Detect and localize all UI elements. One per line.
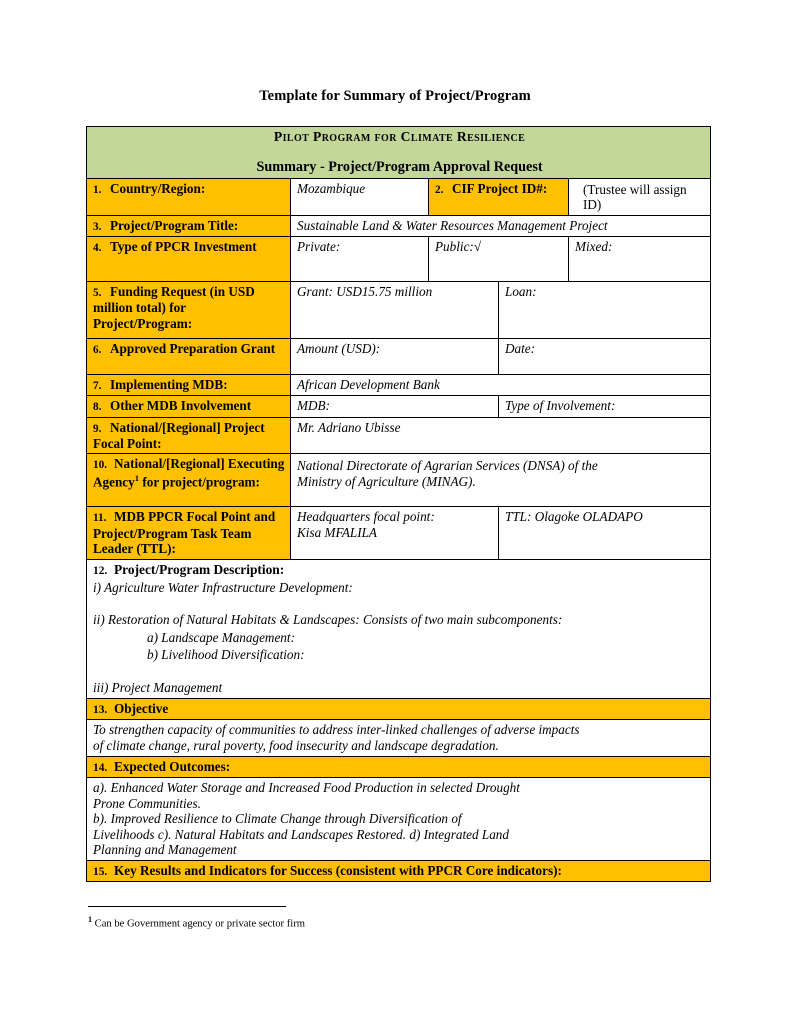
outcome-line5: Planning and Management (93, 842, 237, 858)
table-row-objective-header (87, 698, 711, 719)
value-implementing-mdb[interactable]: African Development Bank (291, 375, 711, 396)
table-row-executing-agency (87, 454, 711, 507)
label-text-investment-type: Type of PPCR Investment (110, 239, 257, 255)
footnote (88, 915, 648, 931)
table-row-preparation-grant (87, 339, 711, 375)
label-cif-project-id (429, 178, 569, 215)
label-text-implementing-mdb: Implementing MDB: (110, 377, 228, 393)
table-row-funding-request (87, 282, 711, 339)
value-investment-mixed[interactable]: Mixed: (569, 237, 711, 282)
value-ttl[interactable]: TTL: Olagoke OLADAPO (499, 507, 711, 560)
row-number-7: 7. (93, 380, 102, 393)
section-header-text-objective: Objective (114, 700, 169, 716)
section-header-text-expected-outcomes: Expected Outcomes: (114, 758, 231, 774)
table-row-other-mdb (87, 396, 711, 417)
investment-public-label: Public: (435, 239, 474, 255)
value-preparation-date[interactable]: Date: (499, 339, 711, 375)
cell-objective-body (87, 720, 711, 756)
label-text-cif-project-id: CIF Project ID#: (452, 180, 548, 196)
label-executing-agency (87, 454, 291, 507)
description-item-ii: ii) Restoration of Natural Habitats & Landscapes: Consists of two main subcomponents: (93, 612, 563, 628)
label-text-mdb-focal-point: MDB PPCR Focal Point and Project/Program Task Team Leader (TTL): (93, 509, 276, 557)
label-text-project-focal-point: National/[Regional] Project Focal Point: (93, 419, 265, 451)
value-other-mdb-type[interactable]: Type of Involvement: (499, 396, 711, 417)
table-row-investment-type (87, 237, 711, 282)
value-project-focal-point[interactable]: Mr. Adriano Ubisse (291, 417, 711, 454)
row-number-14: 14. (93, 761, 108, 774)
table-row-key-results-header (87, 860, 711, 881)
objective-line1: To strengthen capacity of communities to address inter-linked challenges of adverse impacts (93, 722, 580, 738)
banner-cell (87, 127, 711, 179)
banner-subtitle: Summary - Project/Program Approval Request (256, 159, 543, 176)
row-number-5: 5. (93, 287, 102, 300)
row-number-8: 8. (93, 401, 102, 414)
row-number-3: 3. (93, 220, 102, 233)
label-mdb-focal-point (87, 507, 291, 560)
value-other-mdb-name[interactable]: MDB: (291, 396, 499, 417)
table-row-project-focal-point (87, 417, 711, 454)
outcome-line2: Prone Communities. (93, 795, 201, 811)
value-executing-agency[interactable] (291, 454, 711, 507)
section-header-key-results (87, 860, 711, 881)
row-number-12: 12. (93, 565, 108, 578)
footnote-number: 1 (88, 915, 92, 924)
objective-line2: of climate change, rural poverty, food insecurity and landscape degradation. (93, 737, 499, 753)
outcome-line3: b). Improved Resilience to Climate Change through Diversification of (93, 811, 462, 827)
description-item-ii-a: a) Landscape Management: (147, 629, 295, 645)
summary-table (86, 126, 711, 882)
label-text-executing-agency: National/[Regional] Executing Agency (93, 456, 285, 489)
hq-focal-point-line2: Kisa MFALILA (297, 524, 377, 540)
outcome-line4: Livelihoods c). Natural Habitats and Landscapes Restored. d) Integrated Land (93, 826, 509, 842)
heading-text-project-description: Project/Program Description: (114, 562, 285, 578)
label-funding-request (87, 282, 291, 339)
hq-focal-point-line1: Headquarters focal point: (297, 509, 435, 525)
description-item-iii: iii) Project Management (93, 679, 223, 695)
row-number-15: 15. (93, 865, 108, 878)
table-row-mdb-focal-point (87, 507, 711, 560)
table-row-project-title (87, 215, 711, 236)
label-project-focal-point (87, 417, 291, 454)
section-header-objective (87, 698, 711, 719)
table-row-objective-body (87, 720, 711, 756)
footnote-marker-1: 1 (134, 472, 140, 483)
section-header-text-key-results: Key Results and Indicators for Success (consistent with PPCR Core indicators): (114, 862, 562, 878)
label-text-executing-agency-cont: for project/program: (139, 474, 260, 489)
label-preparation-grant (87, 339, 291, 375)
label-text-other-mdb: Other MDB Involvement (110, 398, 252, 414)
value-investment-private[interactable]: Private: (291, 237, 429, 282)
row-number-9: 9. (93, 422, 102, 435)
executing-agency-line1: National Directorate of Agrarian Services (DNSA) of the (297, 458, 598, 474)
label-other-mdb (87, 396, 291, 417)
value-country-region[interactable]: Mozambique (291, 178, 429, 215)
row-number-2: 2. (435, 183, 444, 196)
label-text-country-region: Country/Region: (110, 180, 206, 196)
table-row-expected-outcomes-body (87, 778, 711, 861)
value-cif-project-id[interactable]: (Trustee will assign ID) (569, 178, 711, 215)
description-item-i: i) Agriculture Water Infrastructure Development: (93, 579, 353, 595)
row-number-4: 4. (93, 242, 102, 255)
executing-agency-line2: Ministry of Agriculture (MINAG). (297, 473, 476, 489)
label-text-project-title: Project/Program Title: (110, 217, 239, 233)
row-number-11: 11. (93, 512, 107, 525)
value-funding-grant[interactable]: Grant: USD15.75 million (291, 282, 499, 339)
row-number-13: 13. (93, 703, 108, 716)
section-header-expected-outcomes (87, 756, 711, 777)
checkmark-icon: √ (473, 239, 482, 255)
table-row-country-region (87, 178, 711, 215)
value-investment-public[interactable] (429, 237, 569, 282)
row-number-1: 1. (93, 183, 102, 196)
value-hq-focal-point[interactable] (291, 507, 499, 560)
table-row-expected-outcomes-header (87, 756, 711, 777)
label-text-funding-request: Funding Request (in USD million total) for Project/Program: (93, 284, 255, 331)
banner-program-name: Pilot Program for Climate Resilience (273, 129, 526, 144)
label-project-title (87, 215, 291, 236)
row-number-10: 10. (93, 459, 107, 472)
heading-project-description (93, 562, 706, 578)
description-item-ii-b: b) Livelihood Diversification: (147, 647, 305, 663)
label-country-region (87, 178, 291, 215)
table-row-description (87, 560, 711, 699)
value-project-title[interactable]: Sustainable Land & Water Resources Management Project (291, 215, 711, 236)
value-funding-loan[interactable]: Loan: (499, 282, 711, 339)
footnote-separator (88, 906, 286, 907)
label-investment-type (87, 237, 291, 282)
page-title: Template for Summary of Project/Program (259, 88, 531, 104)
table-row-implementing-mdb (87, 375, 711, 396)
table-row-banner (87, 127, 711, 179)
cell-project-description (87, 560, 711, 699)
label-implementing-mdb (87, 375, 291, 396)
footnote-text: Can be Government agency or private sector firm (92, 918, 305, 930)
value-preparation-amount[interactable]: Amount (USD): (291, 339, 499, 375)
label-text-preparation-grant: Approved Preparation Grant (110, 341, 276, 357)
outcome-line1: a). Enhanced Water Storage and Increased Food Production in selected Drought (93, 780, 520, 796)
cell-expected-outcomes-body (87, 778, 711, 861)
row-number-6: 6. (93, 344, 102, 357)
